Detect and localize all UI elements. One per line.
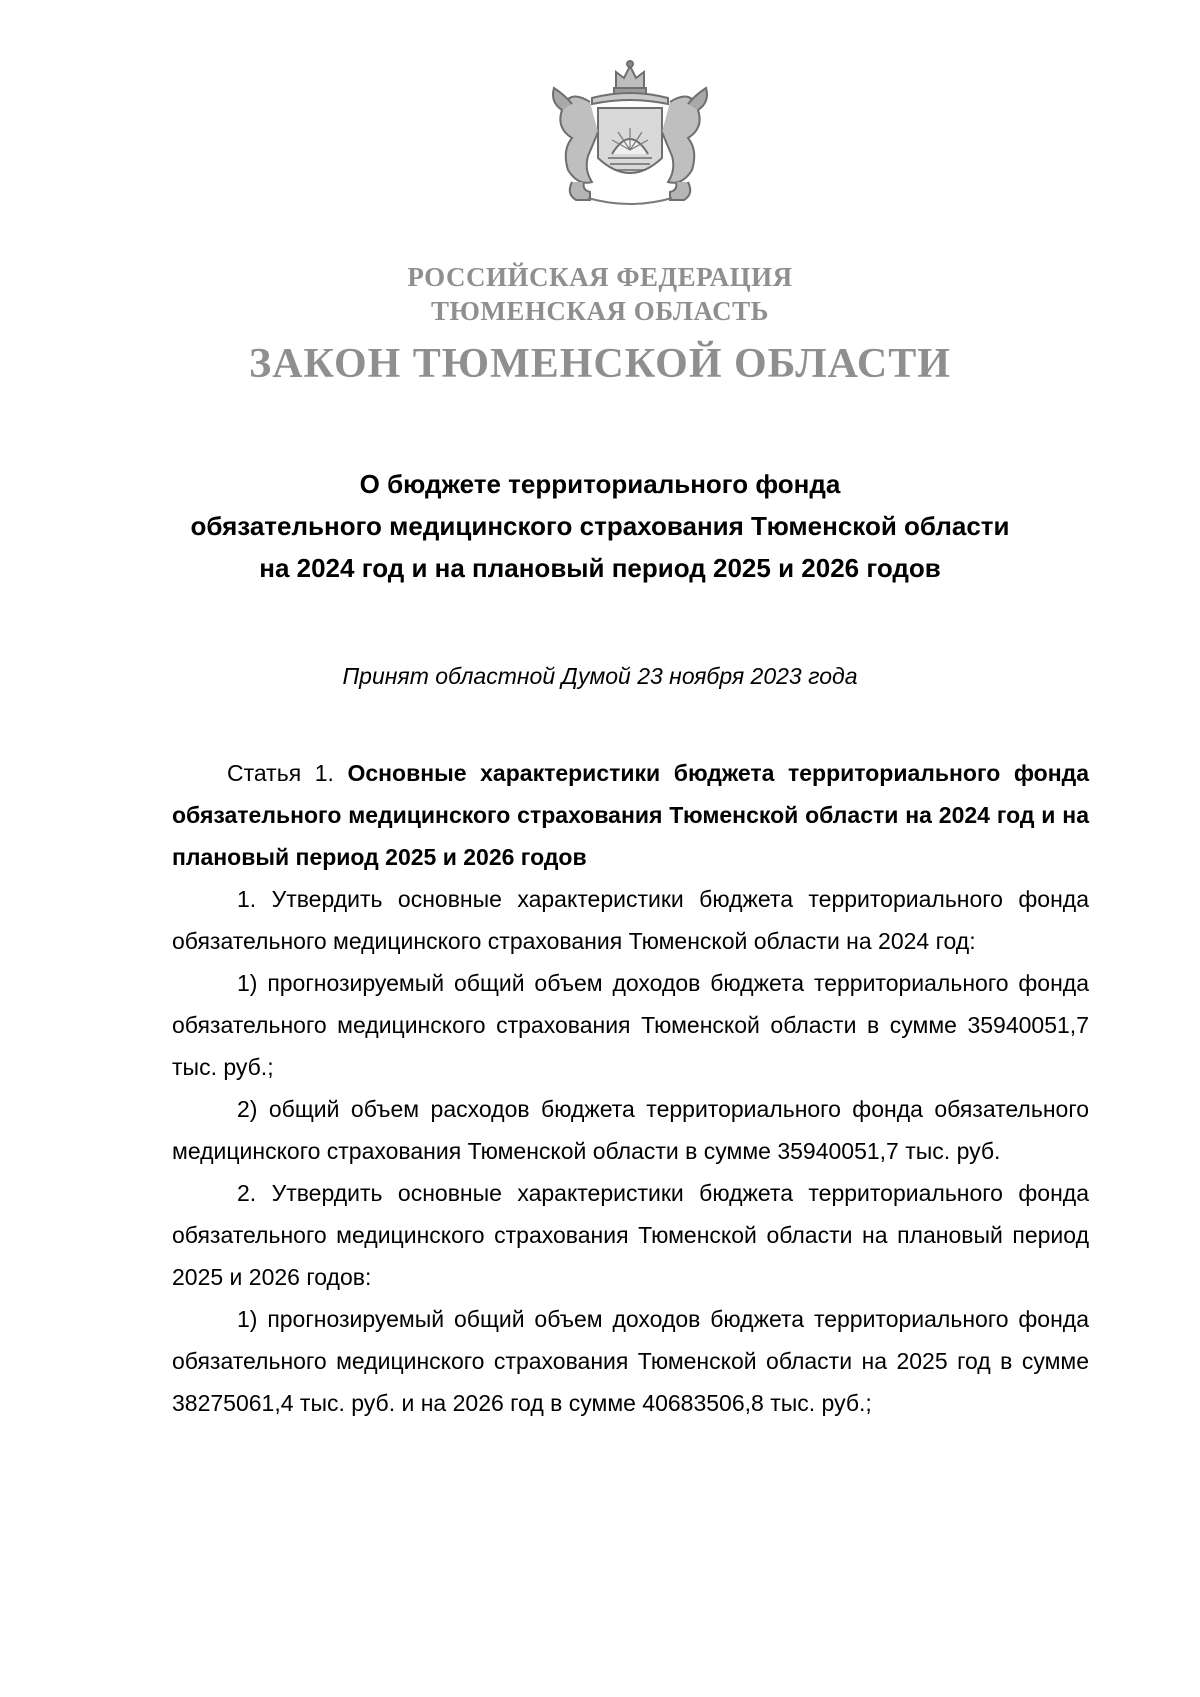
paragraph: 1) прогнозируемый общий объем доходов бюджета территориального фонда обязательного медицинского страхования Тюменской области на 2025 год в сумме 38275061,4 тыс. руб. и на 2026 год в сумме 40683506,8 тыс. руб.; xyxy=(172,1306,1089,1416)
law-body xyxy=(172,752,1089,1424)
law-title-line: на 2024 год и на плановый период 2025 и 2026 годов xyxy=(259,553,941,583)
article-heading xyxy=(172,752,1089,878)
law-title xyxy=(150,463,1050,589)
law-title-line: обязательного медицинского страхования Тюменской области xyxy=(190,511,1010,541)
paragraph: 1. Утвердить основные характеристики бюджета территориального фонда обязательного медицинского страхования Тюменской области на 2024 год: xyxy=(172,886,1089,954)
article-name: Основные характеристики бюджета территориального фонда обязательного медицинского страхования Тюменской области на 2024 год и на плановый период 2025 и 2026 годов xyxy=(172,760,1090,870)
article-label: Статья 1. xyxy=(227,760,334,786)
region-heading: ТЮМЕНСКАЯ ОБЛАСТЬ xyxy=(430,296,770,326)
law-title-line: О бюджете территориального фонда xyxy=(359,469,841,499)
paragraph: 1) прогнозируемый общий объем доходов бюджета территориального фонда обязательного медицинского страхования Тюменской области в сумме 35940051,7 тыс. руб.; xyxy=(172,970,1089,1080)
adoption-note: Принят областной Думой 23 ноября 2023 года xyxy=(342,663,858,689)
paragraph: 2) общий объем расходов бюджета территориального фонда обязательного медицинского страхования Тюменской области в сумме 35940051,7 тыс. руб. xyxy=(172,1096,1089,1164)
country-heading: РОССИЙСКАЯ ФЕДЕРАЦИЯ xyxy=(407,262,793,292)
paragraph: 2. Утвердить основные характеристики бюджета территориального фонда обязательного медицинского страхования Тюменской области на плановый период 2025 и 2026 годов: xyxy=(172,1180,1089,1290)
law-type-heading: ЗАКОН ТЮМЕНСКОЙ ОБЛАСТИ xyxy=(249,341,951,387)
coat-of-arms-icon xyxy=(532,58,728,210)
